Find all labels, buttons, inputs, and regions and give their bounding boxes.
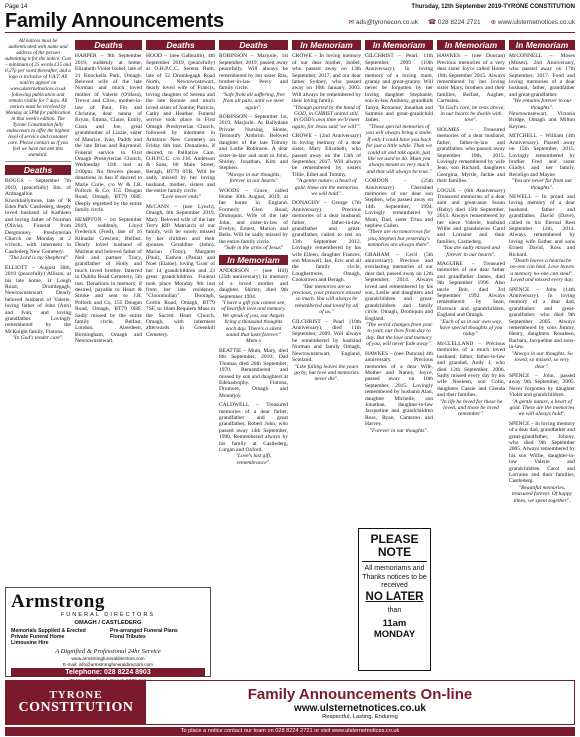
column-4 bbox=[219, 38, 288, 584]
section-deaths: Deaths bbox=[5, 165, 71, 175]
armstrong-web[interactable]: www.armstrongfuneraldirectors.com bbox=[71, 656, 145, 661]
notice-crowe-1: CROWE – In loving memory of our dear mother, Isobel, who passed away on 13th September, 2017, and our dear father Sydney, who passed away on 10th January, 2003. Will always be remembered by their loving family. "Though parted by the hand of GOD, in CHRIST united still. In GOD's own time we'll meet again, for Jesus said 'we will'". bbox=[292, 53, 361, 130]
issue-date: Thursday, 12th September 2019-TYRONE CONSTITUTION bbox=[411, 3, 575, 10]
armstrong-subtitle: FUNERAL DIRECTORS bbox=[60, 612, 156, 618]
armstrong-towns: OMAGH / CASTLEDERG bbox=[74, 620, 142, 626]
service-item: Private Funeral Home bbox=[11, 634, 65, 640]
web-contact[interactable]: ⊕ www.ulsternetnotices.co.uk bbox=[490, 18, 575, 26]
notice-elliott: ELLIOTT – August 30th, 2019 (peacefully) Allison, at his late home, 11 Lough Road, Drumlegagh, Newtownstewart. Dearly beloved husband of Valerie, loving father of John (Ann) and Ivan, and loving grandfather. Lovingly remembered by the McKnight family, Fintona. "In God's tender care". bbox=[5, 264, 71, 342]
page-number: Page 14 bbox=[5, 3, 28, 10]
section-in-memoriam: In Memoriam bbox=[437, 40, 505, 50]
submission-terms: All notices must be authenticated with name and address of the person submitting it for the notice. Cost – minimum of 25 words £15 and 0.27p per word thereafter, and a logo is inclusive of V.A.T. All notices appear on www.ulsternetnotices.co.uk following publication and remain visible for 7 days. All notices must be received by Monday at 5PM for publication in that week's edition. The Tyrone Constitution fully endeavours to offer the highest level of service and customer care. Please contact us if you feel we have not met this standard. bbox=[5, 38, 71, 158]
service-item: Memorials Supplied & Erected bbox=[11, 628, 86, 634]
notice-hawkes-1: HAWKES – (nee Duncan) 4th anniversary. Precious memories of a dear Wife, Mother and Nanny, Joyce, passed away on 10th September, 2015. Lovingly remembered by husband Alan, daughter Michelle, son Jonathan, daughter-in-law Jacqueline and grandchildren Ross, Ryan, Cameron and Harvey. "Forever in our thoughts". bbox=[365, 350, 433, 434]
section-in-memoriam: In Memoriam bbox=[365, 40, 433, 50]
banner-tagline: Respectful, Lasting, Enduring bbox=[322, 713, 398, 720]
notice-newell: NEWELL – In proud and loving memory of a dear husband, father and grandfather, David (Dave), called to his Eternal Rest September 12th, 2014. Always remembered by loving wife Esther and sons Ernest David, Ross and Richard. "Death leaves a heartache no-one can heal. Love leaves a memory no-one can steal". Loved and missed every day. bbox=[509, 193, 575, 284]
service-item: Limousine Hire bbox=[11, 640, 49, 646]
armstrong-logo: Armstrong bbox=[11, 591, 105, 612]
email-contact[interactable]: ✉ ads@tyronecon.co.uk bbox=[348, 18, 418, 26]
service-item: Floral Tributes bbox=[110, 634, 146, 640]
divider bbox=[5, 161, 71, 162]
section-in-memoriam: In Memoriam bbox=[292, 40, 361, 50]
notice-hood: HOOD – (nee Galbraith), 4th September 2019, (peacefully) at O.H.P.C.C, Serena Ruth, late of 52 Drumlegagh Road North, Newtownstewart, dearly loved wife of Francis, loving daughter of Serena and the late Ronnie and much loved sister of Joanne, Patricia, Cathy and Heather. Funeral service took place in First Omagh Presbyterian Church, followed by interment in Ardstraw New Cemetery on Friday 6th inst. Donations, if desired, to Palliative Care, O.H.P.C.C. c/o J.H. Anderson & Sons, 60 Main Street, Beragh, BT79 0TR. Will be sadly missed by her loving husband, mother, sisters and the entire family circle. "Love never ends" bbox=[146, 53, 215, 201]
section-in-memoriam: In Memoriam bbox=[219, 255, 288, 265]
armstrong-funeral-ad[interactable] bbox=[5, 587, 211, 677]
notice-robinson-1: ROBINSON – Marjorie, 1st September, 2019, passed away peacefully. Will always be remembered by her sister Rita, brother-in-law Percy and family circle. "Safe from all suffering, free from all pain, until we meet again". bbox=[219, 53, 288, 111]
column-2 bbox=[75, 38, 142, 584]
notice-harper: HARPER – 9th September 2019, suddenly at home, Elizabeth Violet Isobel, late of 21 Knockella Park, Omagh. Beloved wife of the late Norman and much loved mother of Valerie (O'Hara), Trevor and Clive, mother-in-law of Paul, Fin and Christine, dear nanna of Bryan, Emma, Claire, Emily, Ciara and Joe, great grandmother of Lizzie, sister of Maurice, Ivan, Paddy and the late Brian and Raymond. Funeral service in First Omagh Presbyterian Church, Wednesday 11th inst at 2:00pm. No flowers please, donations in lieu if desired to Marie Curie, c/o W & J.R. Pollock & Co, 155 Dougan Road, Omagh, BT79 0HF. Deeply regretted by the entire family circle. bbox=[75, 53, 142, 214]
banner-headline: Family Announcements On-line bbox=[247, 685, 473, 703]
tyrone-constitution-logo: TYRONE CONSTITUTION bbox=[6, 681, 146, 724]
banner-url[interactable]: www.ulsternetnotices.co.uk bbox=[294, 702, 426, 714]
section-in-memoriam: In Memoriam bbox=[509, 40, 575, 50]
service-item: Pre-arranged Funeral Plans bbox=[110, 628, 178, 634]
page-header bbox=[5, 11, 575, 33]
email-icon: ✉ bbox=[348, 18, 355, 26]
deadline-time: 11am MONDAY bbox=[373, 618, 416, 641]
deadline-than: than bbox=[387, 606, 402, 614]
notice-holmes: HOLMES – Treasured memories of a dear husband, father, father-in-law and grandfather, who passed away September 10th, 2015. Lovingly remembered by wife Jean, son Richard, daughters Georgina, Myrtle, Jackie and their families. bbox=[437, 126, 505, 185]
online-notices-banner[interactable] bbox=[5, 680, 575, 725]
notice-mcclelland: McCLELLAND – Precious memories of a much loved husband, father, father-in-law and grandad, Andy J, who died 12th September, 2006. Sadly missed every day by his wife Noeleen, son Colin, daughters Cassie and Glenda and their families. "In life he loved for those he loved, and those he loved remember". bbox=[437, 340, 505, 418]
notice-spence-1: SPENCE – John (14th Anniversary). In loving memory of a dear dad, grandfather and great-grandfather, who died 9th September 2005. Always remembered by sons Jimmy, Henry, daughters Rosaleen, Barbara, Jacqueline and sons-in-law. "Always in our thoughts. So loved, so missed, so very dear". bbox=[509, 286, 575, 370]
column-7 bbox=[437, 38, 505, 584]
phone-contact[interactable]: ☎ 028 8224 2721 bbox=[427, 18, 481, 26]
contact-strip bbox=[349, 18, 575, 26]
notice-beattie: BEATTIE – Mum, Mary, died 8th September, 2010; Dad Thomas died 28th September, 1970. Remembered and missed by son and daughters at Edenadrophy. Fintona, Dromore, Omagh and Mountjoy. bbox=[219, 347, 288, 399]
deadline-text: All memoriams and Thanks notices to be received bbox=[362, 565, 427, 590]
page-title: Family Announcements bbox=[5, 10, 224, 32]
deadline-title: PLEASE NOTE bbox=[362, 533, 427, 562]
page-footer: To place a notice contact our team on 028 8224 2721 or visit www.ulsternetnotices.co.uk bbox=[5, 727, 575, 736]
notice-gilchrist-1: GILCHRIST – Pearl (10th Anniversary), died 11th September, 2009. Will always be remembered by husband Norman and family Omagh, Newtownstewart, England, Scotland. "Like falling leaves the years go by, but love and memories never die". bbox=[292, 318, 361, 383]
column-5 bbox=[292, 38, 361, 584]
phone-icon: ☎ bbox=[427, 18, 436, 26]
deadline-notice-box bbox=[358, 528, 431, 671]
notice-mccann: McCANN – (nee Lynch), Omagh, 6th September 2019, Mary. Beloved wife of the late Terry RIP. Matriarch of our family, will be sorely missed by her children and their spouses. Geraldine (John), Marian (Tony), Margaret (Paul), Eamon (Paula) and Noel (Elaine), loving 'Gran' of her 14 grandchildren and 23 great grandchildren. Funeral took place Monday 9th inst from her late residence, "Cloonmullan" Dooragh, Gortin Road, Omagh, BT79 7SF, to 10am Requiem Mass in the Sacred Heart Church, Omagh, with interment afterwards in Greenhill Cemetery. bbox=[146, 203, 215, 338]
armstrong-tagline: A Dignified & Professional 24hr Service bbox=[55, 648, 161, 655]
notice-mitchell: MITCHELL – William (4th Anniversary). Passed away on 15th September, 2015. Lovingly remembered by brother Fred and sister Gladys and her family, Recoligo and Mayne. "You are never far from our thoughts". bbox=[509, 133, 575, 191]
section-deaths: Deaths bbox=[146, 40, 215, 50]
column-6 bbox=[365, 38, 433, 584]
armstrong-email[interactable]: E-mail: info@armstrongfuneraldirectors.com bbox=[63, 662, 153, 667]
notice-logue: LOGUE – (6th Anniversary) Treasured memories of a dear aunt and great-aunt Susan (Ruby) died 15th September, 2013. Always remembered by her niece Valerie, husband Willie and grandnieces Carol and Lorraine and their families, Castlederg. "You are sadly missed and forever in our hearts". bbox=[437, 187, 505, 258]
column-1 bbox=[5, 38, 71, 584]
armstrong-services bbox=[11, 628, 205, 646]
notice-spence-3: SPENCE – In loving memory of a dear dad, grandfather and great-grandfather, Johnny, who died 9th September 2005. Always remembered by his son Willie, daughter-in-law Valerie and grandchildren Carol and Lorraine and their families, Castlederg. "Beautiful memories, treasured forever. Of happy times, we spent together". bbox=[509, 420, 575, 504]
column-3 bbox=[146, 38, 215, 584]
notice-gordon: GORDON – (25th Anniversary) Cherished memories of our dear son Stephen, who passed away on 14th September, 1994. Lovingly remembered by Mum, Dad, sister Trina and nephew Cailen. "There are no tomorrows for you, Stephen but yesterday's memories are always there". bbox=[365, 178, 433, 249]
notice-maguire: MAGUIRE – Treasured memories of our dear father and grandfather James, died 9th September 1996. Also uncle Bob, died 3rd September 1992. Always remembered by Sean, Florence and grandchildren, England and Omagh. "Each of us in our own way, have special thoughts of you today". bbox=[437, 261, 505, 338]
notice-donaghy: DONAGHY – George (7th Anniversary). Precious memories of a dear husband, father, father-in-law, grandfather and great-grandfather, called to rest on 13th September 2012. Lovingly remembered by his wife Eileen, daughter Frances, son Maxwell, Ian, Eric and all the family circle, Loughermore, Omagh, Cookstown and Beragh. "Our memories are so precious, your presence missed so much. You will always be remembered and loved by all of us." bbox=[292, 200, 361, 316]
column-8 bbox=[509, 38, 575, 584]
notice-anderson: ANDERSON – (nee Hill) (25th anniversary) In memory of a loved mother and daughter, Shirley, died 9th September 1994. "I have a gift you cannot see, of heartfelt love and memory. We speak of you, our Angels bring a thousand thoughts each day. There's a silent sound that lasts forever." Mum x bbox=[219, 268, 288, 345]
notice-hawkes-2: HAWKES – (nee Duncan) Precious memories of a very dear sister Joyce called Home 10th September 2015. Always remembered by her loving sister Mary, brothers and their families, Belfast, Aughee, Carmalea. "In God's care, he rests above, in our hearts he dwells with love". bbox=[437, 53, 505, 124]
section-deaths: Deaths bbox=[219, 40, 288, 50]
notice-caldwell: CALDWELL – Treasured memories of a dear father, grandfather and great grandfather, Robert John, who passed away 14th September, 1990. Remembered always by his family at Castlederg, Lurgan and Oxford. "Love's last gift, remembrance". bbox=[219, 402, 288, 466]
notice-boggs: BOGGS – September 7th 2019, (peacefully) Jim, of Ardnagallon Knockballymore, late of 'R Eden Park' Castlederg, deeply loved husband of Kathleen and loving father of Norman (Olivia). Funeral from Dergmoney Presbyterian Church on Monday at 2 o'clock, with interment in Castlederg New Cemetery. "The Lord is my Shepherd" bbox=[5, 178, 71, 262]
section-deaths: Deaths bbox=[75, 40, 142, 50]
notice-graham: GRAHAM – Cecil (5th anniversary). Precious and everlasting memories of our dear dad, passed away on 12th September, 2014. Always loved and remembered by his son, Leslie and daughters and grandchildren and great-grandchildren and family circle, Omagh, Dromquin and England. "The world changes from year to year, our lives from day to day. But the love and memory of you, will never fade away". bbox=[365, 251, 433, 348]
notice-crowe-2: CROWE – (2nd Anniversary) In loving memory of a dear sister, Mary Elizabeth, who passed away on the 13th of September, 2017. Will always be remembered by sisters Tillie, Ethel and Tommy. "A gentle nature, a heart of gold, these are the memories we will hold". bbox=[292, 133, 361, 197]
notice-hempton: HEMPTON – 1st September 2019, suddenly, Lloyd Frederick (Fred), late of 16 Kilnadar Crescent, Belfast. Dearly loved husband of Marlene and beloved father of Neil and partner Tracy, grandfather of Holly and much loved brother. Interred in Dublin Road Cemetery, 5th inst. Donations in memory, if desired, payable to Heart & Stroke and sent to J.R. Pollock and Co, 155 Dougan Road, Omagh, BT79 0HF. Sadly missed by the entire family circle, Belfast, London, Aberdeen, Birmingham, Omagh and Newtownstewart. bbox=[75, 216, 142, 345]
armstrong-phone[interactable]: Telephone: 028 8224 8903 bbox=[11, 668, 205, 677]
notice-woods: WOODS – Grace, called Home 30th August, 2019, at her home in England. Formerly Glen Road, Drumquin. Wife of the late John, and sister-in-law of Evelyn, Ernest, Marion and Bella. Will be sadly missed by the entire family circle. "Safe in the arms of Jesus" bbox=[219, 187, 288, 252]
notice-robinson-2: ROBINSON – September 1st, 2019, Marjorie. At Ballydane Private Nursing Home, Termonfy Anthrim. Beloved daughter of the late Tommy and Lottie Robinson. A dear sister-in-law and aunt to John, Shirley, Jonathan, Kim and Stephen. "Always in our thoughts, forever in our hearts" bbox=[219, 114, 288, 185]
notice-spence-2: SPENCE – John, passed away 9th September, 2005. Never forgotten by daughter Violet and grandchildren. "A gentle nature, a heart of gold. These are the memories we will always hold". bbox=[509, 372, 575, 418]
notice-gilchrist-2: GILCHRIST – Pearl, 11th September, 2009 (10th Anniversary). In loving memory of a loving mum, granny and great-granny. Will never be forgotten by her loving daughter Stephanie, son-in-law Anthony, grandkids Tanya, Roxanne, Jonathan and Sammie and great-grandchild James. "Those special memories of you will always bring a smile. If only I could have you back for just a little while. Then we could sit and talk again, just like we used to do. Mum you always meant so very much and that will always be true." bbox=[365, 53, 433, 175]
globe-icon: ⊕ bbox=[490, 18, 496, 26]
deadline-emphasis: NO LATER bbox=[365, 590, 424, 603]
banner-text bbox=[146, 681, 574, 724]
notice-mcconnell: McCONNELL – Moses (Moses). 2nd Anniversary, who passed away on 17th September, 2017. Fond and loving memories of a dear husband, father, grandfather and great-grandfather. "He remains forever in our thoughts". Newtownstewart, Victoria Bridge, Omagh and Milton Keynes. bbox=[509, 53, 575, 130]
